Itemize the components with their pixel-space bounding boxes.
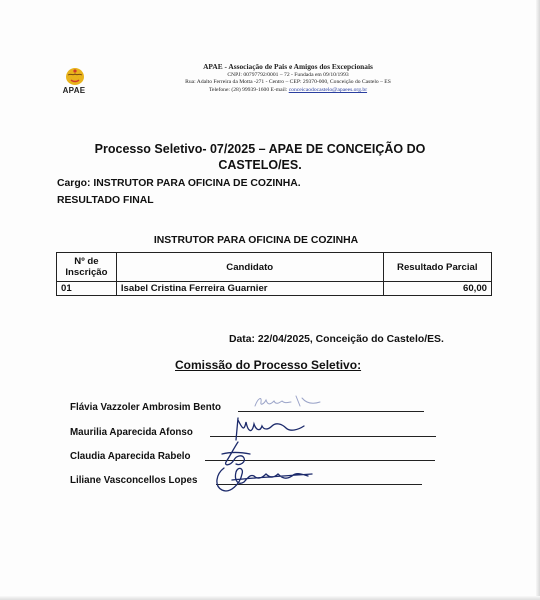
member-name: Flávia Vazzoler Ambrosim Bento bbox=[70, 402, 221, 413]
result-heading: RESULTADO FINAL bbox=[57, 195, 154, 206]
signature-claudia-icon bbox=[216, 440, 256, 470]
table-title: INSTRUTOR PARA OFICINA DE COZINHA bbox=[153, 235, 359, 246]
signature-liliane-icon bbox=[212, 462, 320, 496]
header-resultado: Resultado Parcial bbox=[383, 253, 491, 282]
cell-candidato: Isabel Cristina Ferreira Guarnier bbox=[116, 282, 383, 296]
signature-flavia-icon bbox=[252, 392, 322, 412]
organization-name: APAE - Associação de Pais e Amigos dos Excepcionais bbox=[203, 62, 373, 71]
header-candidato: Candidato bbox=[116, 253, 383, 282]
table-row bbox=[57, 282, 492, 296]
signature-line bbox=[216, 484, 422, 485]
header-inscricao: Nº de Inscrição bbox=[57, 253, 117, 282]
cnpj-line: CNPJ: 00797792/0001 – 72 - Fundada em 09/10/1993 bbox=[227, 72, 349, 78]
scan-edge bbox=[536, 0, 540, 600]
cell-resultado: 60,00 bbox=[383, 282, 491, 296]
apae-logo-icon bbox=[60, 64, 90, 104]
cargo-line: Cargo: INSTRUTOR PARA OFICINA DE COZINHA. bbox=[57, 178, 301, 189]
signature-line bbox=[238, 411, 424, 412]
member-name: Liliane Vasconcellos Lopes bbox=[70, 475, 198, 486]
letterhead bbox=[148, 62, 428, 94]
email-link[interactable]: conceicaodocastelo@apaees.org.br bbox=[288, 86, 368, 93]
results-table bbox=[56, 252, 492, 296]
address-line: Rua: Adalto Ferreira da Motta -271 - Centro – CEP: 29370-000, Conceição do Castelo – ES bbox=[185, 79, 391, 86]
contact-line bbox=[148, 87, 428, 94]
scan-edge bbox=[0, 596, 540, 600]
member-name: Maurilia Aparecida Afonso bbox=[70, 427, 193, 438]
commission-title: Comissão do Processo Seletivo: bbox=[175, 358, 362, 372]
table-header-row bbox=[57, 253, 492, 282]
member-name: Claudia Aparecida Rabelo bbox=[70, 451, 191, 462]
signature-line bbox=[210, 436, 436, 437]
phone-text: Telefone: (28) 99939-1600 E-mail: bbox=[208, 86, 289, 93]
cell-inscricao: 01 bbox=[57, 282, 117, 296]
document-title: Processo Seletivo- 07/2025 – APAE DE CONCEIÇÃO DO CASTELO/ES. bbox=[94, 142, 426, 172]
signature-maurilia-icon bbox=[228, 414, 310, 442]
signature-line bbox=[205, 460, 435, 461]
logo-wordmark: APAE bbox=[62, 86, 86, 95]
document-date: Data: 22/04/2025, Conceição do Castelo/ES. bbox=[229, 334, 444, 345]
